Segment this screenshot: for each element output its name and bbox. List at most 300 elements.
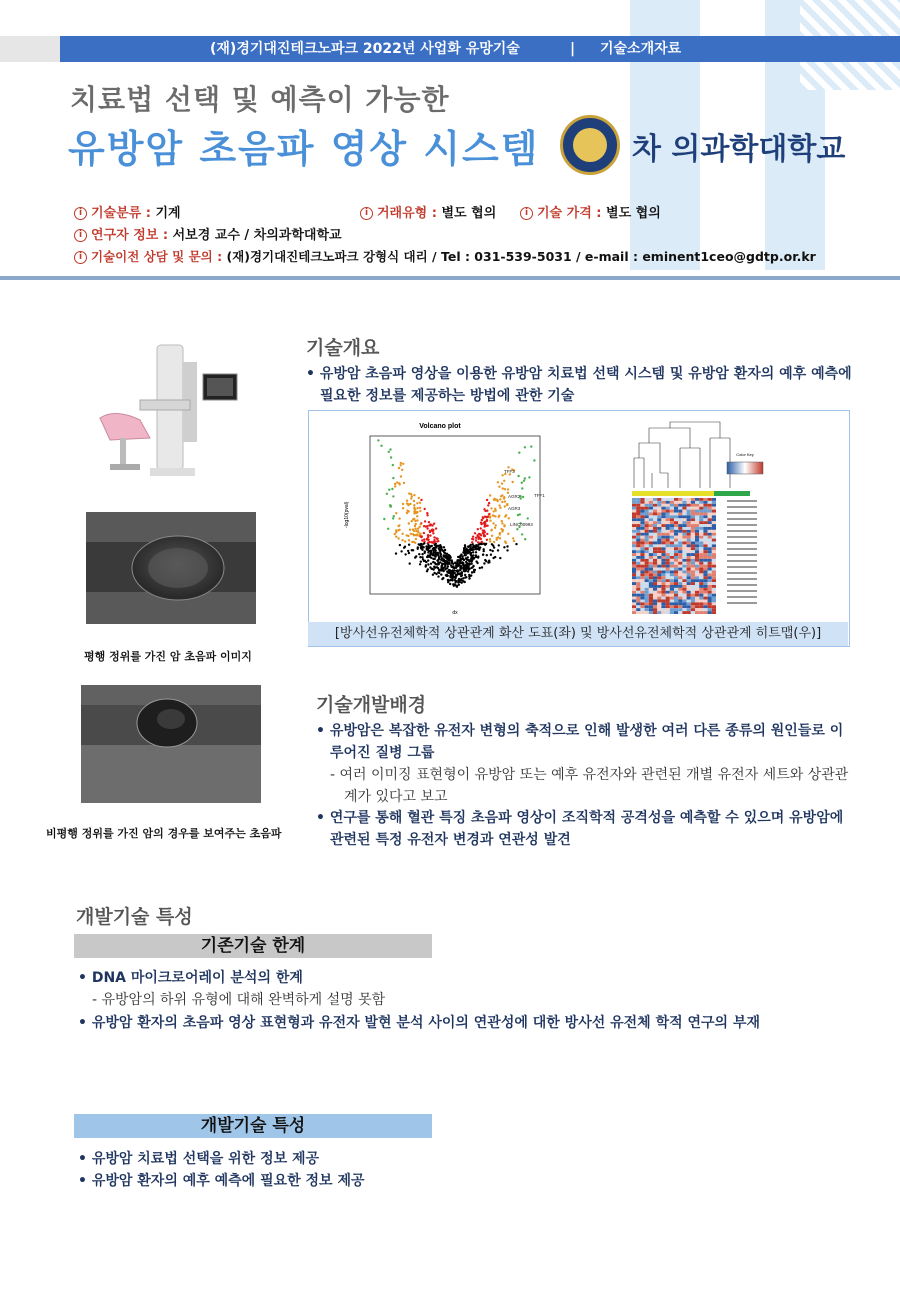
heatmap-cell [687, 498, 691, 501]
heatmap-cell [649, 582, 653, 585]
volcano-point [494, 508, 496, 510]
volcano-point [493, 499, 495, 501]
heatmap-cell [691, 605, 695, 608]
heatmap-cell [691, 588, 695, 591]
heatmap-cell [674, 542, 678, 545]
heatmap-cell [712, 591, 716, 594]
heatmap-cell [640, 562, 644, 565]
volcano-point [466, 567, 468, 569]
volcano-point [489, 520, 491, 522]
heatmap-cell [703, 515, 707, 518]
volcano-point [421, 553, 423, 555]
header-banner [60, 36, 900, 62]
gene-label: AGR3 [508, 506, 521, 511]
heatmap-cell [678, 605, 682, 608]
info-category: i 기술분류 : 기계 [74, 202, 181, 221]
heatmap-cell [695, 594, 699, 597]
volcano-point [471, 571, 473, 573]
heatmap-cell [691, 527, 695, 530]
heatmap-cell [674, 547, 678, 550]
heatmap-cell [645, 547, 649, 550]
heatmap-cell [682, 556, 686, 559]
volcano-point [512, 481, 514, 483]
heatmap-cell [666, 527, 670, 530]
heatmap-cell [649, 539, 653, 542]
heatmap-cell [699, 585, 703, 588]
heatmap-cell [649, 542, 653, 545]
heatmap-cell [661, 559, 665, 562]
heatmap-cell [682, 498, 686, 501]
heatmap-cell [682, 510, 686, 513]
heatmap-cell [695, 571, 699, 574]
heatmap-cell [645, 591, 649, 594]
volcano-point [480, 527, 482, 529]
volcano-point [524, 477, 526, 479]
volcano-point [469, 551, 471, 553]
volcano-point [411, 520, 413, 522]
heatmap-cell [712, 501, 716, 504]
heatmap-cell [678, 611, 682, 614]
heatmap-cell [632, 533, 636, 536]
heatmap-cell [674, 597, 678, 600]
heatmap-cell [653, 515, 657, 518]
heatmap-cell [645, 562, 649, 565]
dev-bullet-2: • 유방암 환자의 예후 예측에 필요한 정보 제공 [78, 1173, 365, 1189]
heatmap-cell [640, 611, 644, 614]
heatmap-cell [691, 544, 695, 547]
volcano-plot [340, 418, 565, 618]
volcano-point [451, 572, 453, 574]
heatmap-cell [649, 510, 653, 513]
heatmap-cell [678, 515, 682, 518]
heatmap-cell [682, 553, 686, 556]
heatmap-cell [712, 556, 716, 559]
volcano-point [452, 583, 454, 585]
heatmap-cell [649, 518, 653, 521]
volcano-point [406, 534, 408, 536]
heatmap-cell [670, 501, 674, 504]
volcano-point [501, 520, 503, 522]
heatmap-cell [666, 568, 670, 571]
heatmap-cell [632, 510, 636, 513]
volcano-point [500, 495, 502, 497]
volcano-point [463, 552, 465, 554]
heatmap-cell [657, 530, 661, 533]
banner-separator: | [570, 41, 576, 57]
heatmap-cell [632, 568, 636, 571]
volcano-point [457, 570, 459, 572]
heatmap-cell [687, 600, 691, 603]
heatmap-cell [661, 542, 665, 545]
heatmap-cell [712, 611, 716, 614]
heatmap-cell [699, 568, 703, 571]
heatmap-cell [712, 582, 716, 585]
heatmap-cell [653, 510, 657, 513]
heatmap-cell [670, 608, 674, 611]
heatmap-cell [703, 582, 707, 585]
heatmap-cell [632, 539, 636, 542]
heatmap-cell [691, 576, 695, 579]
volcano-point [502, 487, 504, 489]
heatmap-cell [649, 556, 653, 559]
volcano-point [402, 463, 404, 465]
volcano-point [419, 502, 421, 504]
heatmap-cell [657, 605, 661, 608]
volcano-point [481, 566, 483, 568]
heatmap-cell [632, 571, 636, 574]
heatmap-cell [653, 571, 657, 574]
heatmap-cell [678, 556, 682, 559]
heatmap-cell [678, 524, 682, 527]
heatmap-cell [666, 498, 670, 501]
heatmap-cell [712, 513, 716, 516]
image-caption-parallel: 평행 정위를 가진 암 초음파 이미지 [84, 650, 252, 663]
heatmap-cell [670, 527, 674, 530]
heatmap-cell [657, 544, 661, 547]
volcano-point [433, 523, 435, 525]
heatmap-cell [687, 573, 691, 576]
heatmap-cell [708, 611, 712, 614]
heatmap-cell [687, 521, 691, 524]
heatmap-cell [632, 513, 636, 516]
heatmap-cell [640, 600, 644, 603]
heatmap-cell [695, 559, 699, 562]
volcano-point [389, 448, 391, 450]
university-seal-logo [560, 115, 620, 175]
volcano-point [482, 529, 484, 531]
heatmap-cell [687, 594, 691, 597]
volcano-point [489, 538, 491, 540]
heatmap-cell [670, 515, 674, 518]
heatmap-cell [687, 501, 691, 504]
heatmap-cell [674, 527, 678, 530]
heatmap-cell [632, 562, 636, 565]
heatmap-cell [703, 559, 707, 562]
heatmap-cell [649, 507, 653, 510]
volcano-point [443, 554, 445, 556]
heatmap-cell [670, 518, 674, 521]
heatmap-cell [670, 559, 674, 562]
volcano-point [518, 452, 520, 454]
heatmap-cell [687, 602, 691, 605]
heatmap-cell [678, 518, 682, 521]
volcano-point [422, 546, 424, 548]
heatmap-cell [712, 571, 716, 574]
heatmap-cell [645, 504, 649, 507]
heatmap-cell [632, 588, 636, 591]
heatmap-cell [670, 582, 674, 585]
volcano-point [480, 534, 482, 536]
heatmap-cell [661, 507, 665, 510]
heatmap-cell [682, 611, 686, 614]
volcano-point [421, 549, 423, 551]
background-title: 기술개발배경 [316, 694, 427, 716]
heatmap-cell [695, 608, 699, 611]
heatmap-cell [691, 498, 695, 501]
heatmap-cell [657, 553, 661, 556]
volcano-point [469, 568, 471, 570]
volcano-point [391, 488, 393, 490]
volcano-point [434, 544, 436, 546]
heatmap-cell [712, 600, 716, 603]
heatmap-cell [682, 585, 686, 588]
heatmap-cell [632, 573, 636, 576]
heatmap-cell [632, 556, 636, 559]
heatmap-cell [636, 576, 640, 579]
heatmap-cell [632, 547, 636, 550]
heatmap-cell [703, 571, 707, 574]
heatmap-cell [632, 507, 636, 510]
heatmap-cell [712, 579, 716, 582]
heatmap-cell [678, 510, 682, 513]
heatmap-cell [691, 565, 695, 568]
heatmap-cell [695, 553, 699, 556]
heatmap-cell [636, 565, 640, 568]
heatmap-cell [687, 591, 691, 594]
heatmap-cell [657, 498, 661, 501]
volcano-point [408, 544, 410, 546]
heatmap-cell [632, 518, 636, 521]
heatmap-cell [657, 576, 661, 579]
volcano-point [444, 568, 446, 570]
heatmap-cell [703, 524, 707, 527]
heatmap-cell [708, 527, 712, 530]
volcano-point [402, 507, 404, 509]
volcano-point [480, 543, 482, 545]
image-caption-nonparallel: 비평행 정위를 가진 암의 경우를 보여주는 초음파 [46, 827, 282, 840]
heatmap-cell [708, 524, 712, 527]
heatmap-cell [682, 536, 686, 539]
volcano-point [524, 538, 526, 540]
heatmap-cell [632, 521, 636, 524]
volcano-point [501, 474, 503, 476]
heatmap-cell [649, 524, 653, 527]
volcano-point [497, 549, 499, 551]
heatmap-cell [636, 611, 640, 614]
volcano-point [508, 517, 510, 519]
heatmap-cell [712, 585, 716, 588]
heatmap-cell [674, 573, 678, 576]
volcano-point [486, 533, 488, 535]
heatmap-cell [699, 559, 703, 562]
volcano-point [408, 522, 410, 524]
heatmap-cell [678, 536, 682, 539]
heatmap-cell [708, 588, 712, 591]
heatmap-cell [653, 533, 657, 536]
volcano-point [414, 528, 416, 530]
volcano-point [492, 514, 494, 516]
heatmap-cell [666, 542, 670, 545]
heatmap-cell [712, 504, 716, 507]
heatmap-cell [666, 573, 670, 576]
volcano-point [506, 545, 508, 547]
heatmap-cell [645, 539, 649, 542]
volcano-point [414, 556, 416, 558]
heatmap-cell [645, 571, 649, 574]
volcano-point [503, 496, 505, 498]
heatmap-cell [699, 524, 703, 527]
heatmap-cell [703, 539, 707, 542]
heatmap-cell [712, 530, 716, 533]
heatmap-cell [657, 510, 661, 513]
heatmap-cell [640, 594, 644, 597]
heatmap-cell [674, 568, 678, 571]
heatmap-cell [674, 562, 678, 565]
heatmap-cell [653, 544, 657, 547]
heatmap-cell [691, 530, 695, 533]
heatmap-cell [703, 605, 707, 608]
heatmap-cell [708, 533, 712, 536]
heatmap-cell [670, 542, 674, 545]
volcano-point [492, 557, 494, 559]
heatmap-cell [708, 559, 712, 562]
heatmap-cell [670, 530, 674, 533]
volcano-point [465, 570, 467, 572]
heatmap-cell [699, 521, 703, 524]
volcano-point [489, 540, 491, 542]
heatmap-cell [678, 507, 682, 510]
volcano-point [401, 469, 403, 471]
volcano-point [440, 554, 442, 556]
volcano-point [499, 537, 501, 539]
heatmap-cell [636, 591, 640, 594]
heatmap-cell [678, 594, 682, 597]
volcano-point [491, 543, 493, 545]
heatmap-cell [699, 553, 703, 556]
heatmap-cell [636, 501, 640, 504]
heatmap-cell [645, 530, 649, 533]
heatmap-cell [691, 513, 695, 516]
heatmap-cell [649, 568, 653, 571]
heatmap-cell [682, 588, 686, 591]
volcano-point [498, 486, 500, 488]
heatmap-cell [645, 550, 649, 553]
heatmap-cell [695, 568, 699, 571]
volcano-point [483, 508, 485, 510]
heatmap-cell [708, 605, 712, 608]
heatmap-cell [649, 521, 653, 524]
volcano-point [430, 557, 432, 559]
heatmap-cell [695, 600, 699, 603]
volcano-point [404, 540, 406, 542]
heatmap-cell [674, 582, 678, 585]
volcano-point [450, 564, 452, 566]
heatmap-cell [708, 556, 712, 559]
heatmap-cell [640, 576, 644, 579]
heatmap-cell [657, 562, 661, 565]
heatmap-cell [649, 573, 653, 576]
volcano-point [490, 554, 492, 556]
volcano-point [483, 548, 485, 550]
heatmap-cell [674, 559, 678, 562]
heatmap-cell [699, 611, 703, 614]
volcano-point [389, 506, 391, 508]
heatmap-cell [712, 533, 716, 536]
heatmap-cell [657, 597, 661, 600]
heatmap-cell [649, 597, 653, 600]
heatmap-cell [653, 605, 657, 608]
heatmap-cell [674, 579, 678, 582]
volcano-point [483, 562, 485, 564]
info-icon: i [520, 207, 533, 220]
heatmap-cell [645, 510, 649, 513]
heatmap-cell [682, 550, 686, 553]
heatmap-cell [678, 582, 682, 585]
heatmap-cell [678, 550, 682, 553]
heatmap-cell [645, 559, 649, 562]
heatmap-cell [670, 547, 674, 550]
volcano-point [404, 553, 406, 555]
page-subtitle: 치료법 선택 및 예측이 가능한 [70, 83, 450, 116]
volcano-point [471, 538, 473, 540]
heatmap-cell [678, 591, 682, 594]
heatmap-cell [640, 524, 644, 527]
volcano-point [427, 559, 429, 561]
volcano-point [492, 550, 494, 552]
heatmap-cell [687, 562, 691, 565]
volcano-point [392, 477, 394, 479]
heatmap-cell [649, 591, 653, 594]
heatmap-cell [678, 504, 682, 507]
heatmap-cell [687, 533, 691, 536]
heatmap-cell [640, 556, 644, 559]
heatmap-cell [670, 550, 674, 553]
heatmap-cell [661, 591, 665, 594]
heatmap-cell [703, 504, 707, 507]
heatmap-cell [682, 515, 686, 518]
heatmap-cell [691, 600, 695, 603]
volcano-point [422, 558, 424, 560]
heatmap-cell [695, 582, 699, 585]
heatmap-cell [674, 518, 678, 521]
heatmap-cell [708, 550, 712, 553]
heatmap-cell [708, 562, 712, 565]
heatmap-cell [695, 544, 699, 547]
heatmap-cell [653, 530, 657, 533]
volcano-point [524, 446, 526, 448]
volcano-point [523, 480, 525, 482]
heatmap-cell [703, 498, 707, 501]
heatmap-cell [632, 504, 636, 507]
heatmap-cell [699, 594, 703, 597]
heatmap-cell [678, 576, 682, 579]
heatmap-cell [691, 501, 695, 504]
heatmap-cell [687, 510, 691, 513]
volcano-point [527, 517, 529, 519]
volcano-point [434, 552, 436, 554]
heatmap-cell [695, 533, 699, 536]
heatmap-cell [703, 550, 707, 553]
volcano-point [416, 507, 418, 509]
heatmap-cell [645, 527, 649, 530]
volcano-point [489, 516, 491, 518]
volcano-point [473, 569, 475, 571]
volcano-point [413, 512, 415, 514]
heatmap-cell [682, 527, 686, 530]
heatmap-cell [636, 530, 640, 533]
heatmap-cell [670, 513, 674, 516]
heatmap-cell [640, 518, 644, 521]
heatmap-cell [708, 498, 712, 501]
heatmap-cell [712, 550, 716, 553]
heatmap-cell [691, 594, 695, 597]
volcano-point [397, 537, 399, 539]
volcano-point [495, 524, 497, 526]
heatmap-cell [691, 521, 695, 524]
heatmap-cell [670, 602, 674, 605]
heatmap-cell [699, 597, 703, 600]
volcano-point [499, 498, 501, 500]
